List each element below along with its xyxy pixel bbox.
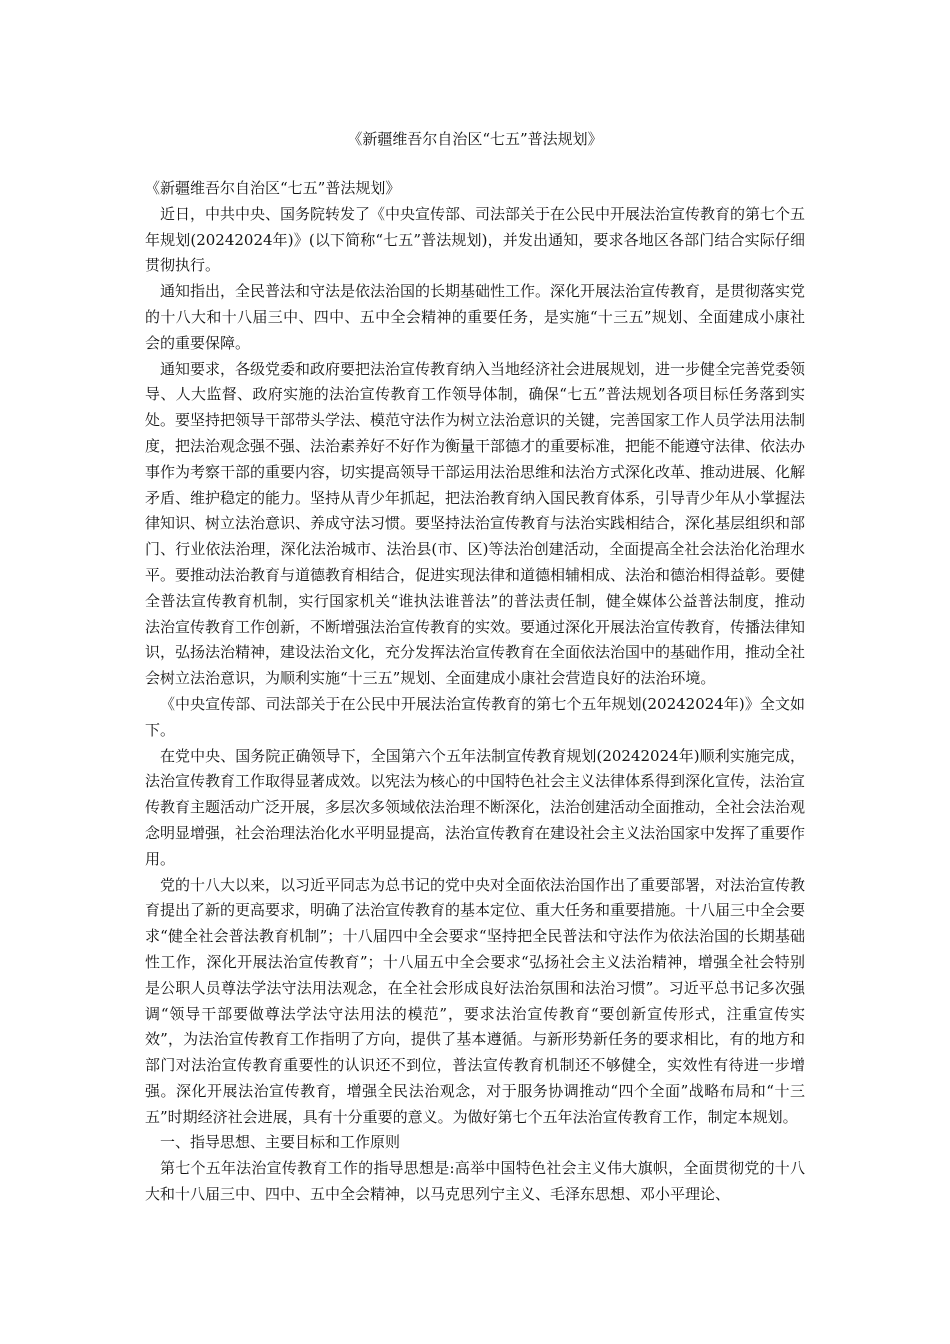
section-heading: 一、指导思想、主要目标和工作原则 (160, 1133, 401, 1152)
paragraph: 党的十八大以来，以习近平同志为总书记的党中央对全面依法治国作出了重要部署，对法治宣传教育提出了新的更高要求，明确了法治宣传教育的基本定位、重大任务和重要措施。十八届三中全会要求“健全社会普法教育机制”；十八届四中全会要求“坚持把全民普法和守法作为依法治国的长期基础性工作，深化开展法治宣传教育”；十八届五中全会要求“弘扬社会主义法治精神，增强全社会特别是公职人员尊法学法守法用法观念，在全社会形成良好法治氛围和法治习惯”。习近平总书记多次强调“领导干部要做尊法学法守法用法的模范”，要求法治宣传教育“要创新宣传形式，注重宣传实效”，为法治宣传教育工作指明了方向，提供了基本遵循。与新形势新任务的要求相比，有的地方和部门对法治宣传教育重要性的认识还不到位，普法宣传教育机制还不够健全，实效性有待进一步增强。深化开展法治宣传教育，增强全民法治观念，对于服务协调推动“四个全面”战略布局和“十三五”时期经济社会进展，具有十分重要的意义。为做好第七个五年法治宣传教育工作，制定本规划。 (145, 875, 806, 1126)
paragraph: 通知要求，各级党委和政府要把法治宣传教育纳入当地经济社会进展规划，进一步健全完善党委领导、人大监督、政府实施的法治宣传教育工作领导体制，确保“七五”普法规划各项目标任务落到实处。要坚持把领导干部带头学法、模范守法作为树立法治意识的关键，完善国家工作人员学法用法制度，把法治观念强不强、法治素养好不好作为衡量干部德才的重要标准，把能不能遵守法律、依法办事作为考察干部的重要内容，切实提高领导干部运用法治思维和法治方式深化改革、推动进展、化解矛盾、维护稳定的能力。坚持从青少年抓起，把法治教育纳入国民教育体系，引导青少年从小掌握法律知识、树立法治意识、养成守法习惯。要坚持法治宣传教育与法治实践相结合，深化基层组织和部门、行业依法治理，深化法治城市、法治县(市、区)等法治创建活动，全面提高全社会法治化治理水平。要推动法治教育与道德教育相结合，促进实现法律和道德相辅相成、法治和德治相得益彰。要健全普法宣传教育机制，实行国家机关“谁执法谁普法”的普法责任制，健全媒体公益普法制度，推动法治宣传教育工作创新，不断增强法治宣传教育的实效。要通过深化开展法治宣传教育，传播法律知识，弘扬法治精神，建设法治文化，充分发挥法治宣传教育在全面依法治国中的基础作用，推动全社会树立法治意识，为顺利实施“十三五”规划、全面建成小康社会营造良好的法治环境。 (145, 359, 806, 688)
document-title: 《新疆维吾尔自治区“七五”普法规划》 (347, 130, 603, 148)
paragraph: 近日，中共中央、国务院转发了《中央宣传部、司法部关于在公民中开展法治宣传教育的第七个五年规划(20242024年)》(以下简称“七五”普法规划)，并发出通知，要求各地区各部门结合实际仔细贯彻执行。 (145, 204, 806, 275)
paragraph: 在党中央、国务院正确领导下，全国第六个五年法制宣传教育规划(20242024年)顺利实施完成，法治宣传教育工作取得显著成效。以宪法为核心的中国特色社会主义法律体系得到深化宣传，法治宣传教育主题活动广泛开展，多层次多领域依法治理不断深化，法治创建活动全面推动，全社会法治观念明显增强，社会治理法治化水平明显提高，法治宣传教育在建设社会主义法治国家中发挥了重要作用。 (145, 746, 806, 868)
document-subtitle: 《新疆维吾尔自治区“七五”普法规划》 (145, 179, 401, 197)
paragraph: 《中央宣传部、司法部关于在公民中开展法治宣传教育的第七个五年规划(20242024年)》全文如下。 (145, 694, 805, 739)
document-body (145, 176, 805, 1208)
paragraph: 第七个五年法治宣传教育工作的指导思想是:高举中国特色社会主义伟大旗帜，全面贯彻党的十八大和十八届三中、四中、五中全会精神，以马克思列宁主义、毛泽东思想、邓小平理论、 (145, 1159, 805, 1204)
paragraph: 通知指出，全民普法和守法是依法治国的长期基础性工作。深化开展法治宣传教育，是贯彻落实党的十八大和十八届三中、四中、五中全会精神的重要任务，是实施“十三五”规划、全面建成小康社会的重要保障。 (145, 282, 806, 352)
